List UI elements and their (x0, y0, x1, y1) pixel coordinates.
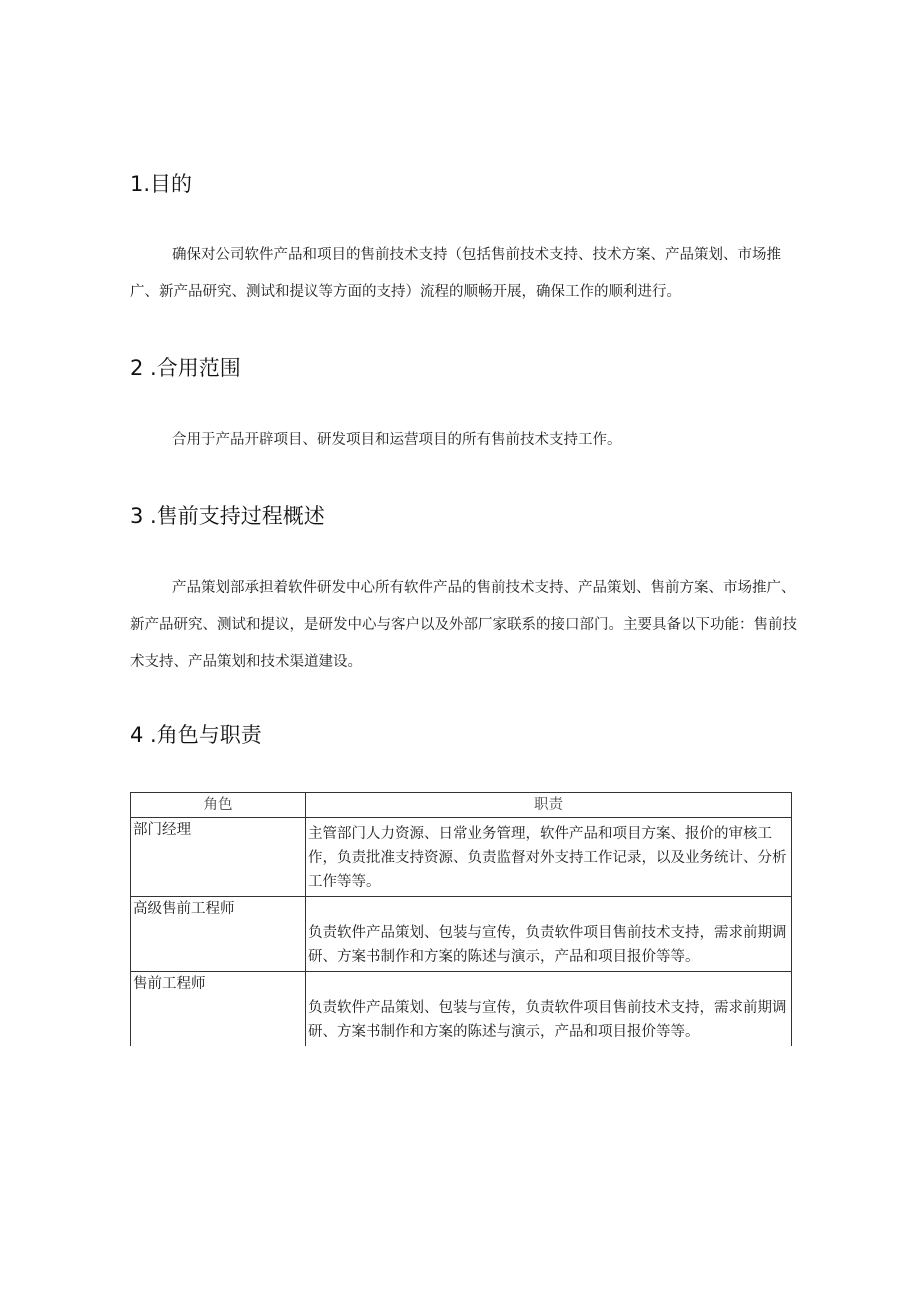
table-header-row (131, 793, 792, 818)
roles-table (130, 792, 792, 1046)
duty-cell: 主管部门人力资源、日常业务管理，软件产品和项目方案、报价的审核工作，负责批准支持资源、负责监督对外支持工作记录，以及业务统计、分析工作等等。 (306, 818, 792, 897)
table-row (131, 972, 792, 1047)
table-row (131, 897, 792, 972)
section-3-text: 产品策划部承担着软件研发中心所有软件产品的售前技术支持、产品策划、售前方案、市场推广、新产品研究、测试和提议，是研发中心与客户以及外部厂家联系的接口部门。主要具备以下功能：售前技术支持、产品策划和技术渠道建设。 (130, 580, 797, 670)
section-4-heading: 4 .角色与职责 (130, 723, 262, 747)
column-header-duty: 职责 (306, 793, 792, 818)
section-2-heading: 2 .合用范围 (130, 356, 241, 380)
role-cell: 售前工程师 (131, 972, 306, 1047)
role-cell: 高级售前工程师 (131, 897, 306, 972)
section-1-heading: 1.目的 (130, 172, 193, 196)
section-2-text: 合用于产品开辟项目、研发项目和运营项目的所有售前技术支持工作。 (172, 432, 622, 448)
column-header-role: 角色 (131, 793, 306, 818)
duty-cell: 负责软件产品策划、包装与宣传，负责软件项目售前技术支持，需求前期调研、方案书制作和方案的陈述与演示，产品和项目报价等等。 (306, 897, 792, 972)
section-3-heading: 3 .售前支持过程概述 (130, 504, 325, 528)
role-cell: 部门经理 (131, 818, 306, 897)
table-row (131, 818, 792, 897)
duty-cell: 负责软件产品策划、包装与宣传，负责软件项目售前技术支持，需求前期调研、方案书制作和方案的陈述与演示，产品和项目报价等等。 (306, 972, 792, 1047)
section-1-text: 确保对公司软件产品和项目的售前技术支持（包括售前技术支持、技术方案、产品策划、市场推广、新产品研究、测试和提议等方面的支持）流程的顺畅开展，确保工作的顺利进行。 (130, 247, 781, 300)
